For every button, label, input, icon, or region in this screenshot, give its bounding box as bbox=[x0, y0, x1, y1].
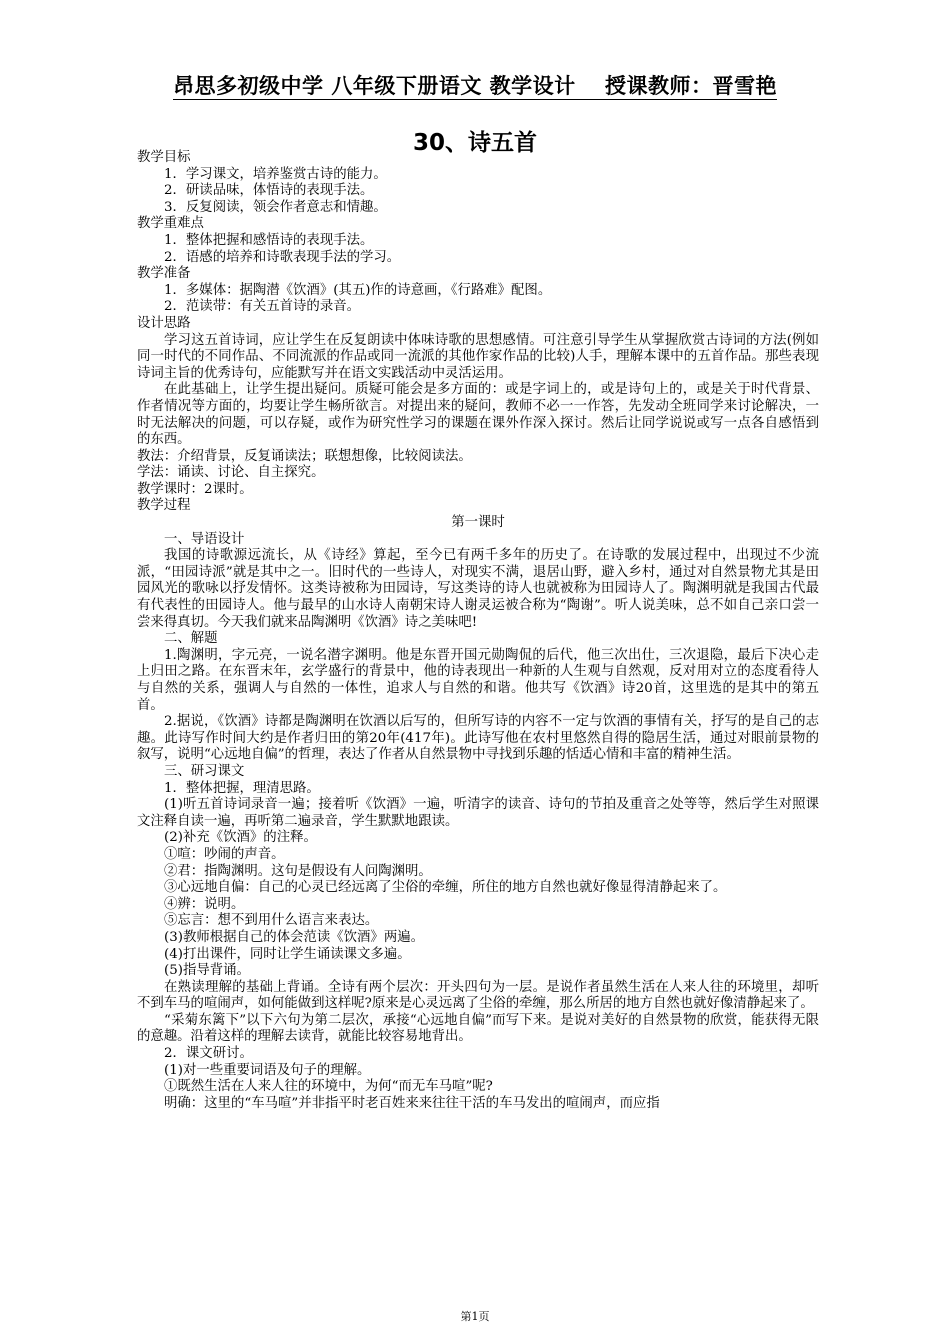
paragraph: (2)补充《饮酒》的注释。 bbox=[164, 830, 317, 846]
paragraph: (1)对一些重要词语及句子的理解。 bbox=[164, 1062, 371, 1078]
paragraph: 1．学习课文，培养鉴赏古诗的能力。 bbox=[164, 166, 387, 182]
paragraph: 1．整体把握，理清思路。 bbox=[164, 780, 320, 796]
page-number: 第1页 bbox=[460, 1310, 490, 1323]
paragraph: 1.陶渊明，字元亮，一说名潜字渊明。他是东晋开国元勋陶侃的后代，他三次出仕，三次退隐，最后下决心走上归田之路。在东晋末年，玄学盛行的背景中，他的诗表现出一种新的人生观与自然观，反对用对立的态度看待人与自然的关系，强调人与自然的一体性，追求人与自然的和谐。他共写《饮酒》诗20首，这里选的是其中的第五首。 bbox=[137, 647, 819, 713]
paragraph: 在此基础上，让学生提出疑问。质疑可能会是多方面的：或是字词上的，或是诗句上的，或是关于时代背景、作者情况等方面的，均要让学生畅所欲言。对提出来的疑问，教师不必一一作答，先发动全班同学来讨论解决，一时无法解决的问题，可以存疑，或作为研究性学习的课题在课外作深入探讨。然后让同学说说或写一点各自感悟到的东西。 bbox=[137, 382, 819, 448]
paragraph: 2.据说，《饮酒》诗都是陶渊明在饮酒以后写的，但所写诗的内容不一定与饮酒的事情有关，抒写的是自己的志趣。此诗写作时间大约是作者归田的第20年(417年)。此诗写他在农村里悠然自得的隐居生活，通过对眼前景物的叙写，说明“心远地自偏”的哲理，表达了作者从自然景物中寻找到乐趣的恬适心情和丰富的精神生活。 bbox=[137, 714, 819, 763]
paragraph: (3)教师根据自己的体会范读《饮酒》两遍。 bbox=[164, 929, 424, 945]
paragraph: 2．课文研讨。 bbox=[164, 1046, 253, 1062]
paragraph: 我国的诗歌源远流长，从《诗经》算起，至今已有两千多年的历史了。在诗歌的发展过程中，出现过不少流派，“田园诗派”就是其中之一。旧时代的一些诗人，对现实不满，退居山野，避入乡村，通过对自然景物尤其是田园风光的歌咏以抒发情怀。这类诗被称为田园诗，写这类诗的诗人也就被称为田园诗人了。陶渊明就是我国古代最有代表性的田园诗人。他与最早的山水诗人南朝宋诗人谢灵运被合称为“陶谢”。听人说美味，总不如自己亲口尝一尝来得真切。今天我们就来品陶渊明《饮酒》诗之美味吧! bbox=[137, 548, 819, 630]
paragraph: 2．研读品味，体悟诗的表现手法。 bbox=[164, 183, 374, 199]
paragraph: 学习这五首诗词，应让学生在反复朗读中体味诗歌的思想感情。可注意引导学生从掌握欣赏古诗词的方法(例如同一时代的不同作品、不同流派的作品或同一流派的其他作家作品的比较)人手，理解本课中的五首作品。那些表现诗词主旨的优秀诗句，应能默写并在语文实践活动中灵活运用。 bbox=[137, 332, 819, 381]
paragraph: 设计思路 bbox=[137, 315, 191, 331]
paragraph: 1．整体把握和感悟诗的表现手法。 bbox=[164, 232, 374, 248]
paragraph: ①既然生活在人来人往的环境中，为何“而无车马喧”呢? bbox=[164, 1079, 493, 1095]
page-header bbox=[0, 70, 950, 100]
paragraph: 教学目标 bbox=[137, 150, 191, 165]
paragraph: ③心远地自偏：自己的心灵已经远离了尘俗的牵缠，所住的地方自然也就好像显得清静起来了。 bbox=[164, 880, 727, 896]
paragraph: “采菊东篱下”以下六句为第二层次，承接“心远地自偏”而写下来。是说对美好的自然景物的欣赏，能获得无限的意趣。沿着这样的理解去读背，就能比较容易地背出。 bbox=[137, 1012, 819, 1045]
lesson-title: 30、诗五首 bbox=[412, 130, 537, 156]
paragraph: 1．多媒体：据陶潜《饮酒》(其五)作的诗意画，《行路难》配图。 bbox=[164, 282, 552, 298]
paragraph: 二、解题 bbox=[164, 631, 218, 647]
paragraph: ⑤忘言：想不到用什么语言来表达。 bbox=[164, 913, 379, 929]
paragraph: 三、研习课文 bbox=[164, 763, 245, 779]
paragraph: 一、导语设计 bbox=[164, 531, 245, 547]
paragraph: 2．范读带：有关五首诗的录音。 bbox=[164, 299, 360, 315]
paragraph: 教学过程 bbox=[137, 498, 191, 514]
paragraph: 3．反复阅读，领会作者意志和情趣。 bbox=[164, 199, 387, 215]
paragraph: ②君：指陶渊明。这句是假设有人问陶渊明。 bbox=[164, 863, 432, 879]
paragraph: 学法：诵读、讨论、自主探究。 bbox=[137, 465, 325, 481]
document-body bbox=[137, 150, 819, 1112]
paragraph: 2．语感的培养和诗歌表现手法的学习。 bbox=[164, 249, 401, 265]
header-text: 昂思多初级中学 八年级下册语文 教学设计 授课教师：晋雪艳 bbox=[173, 74, 777, 98]
paragraph: 在熟读理解的基础上背诵。全诗有两个层次：开头四句为一层。是说作者虽然生活在人来人往的环境里，却听不到车马的喧闹声，如何能做到这样呢?原来是心灵远离了尘俗的牵缠，那么所居的地方自然也就好像清静起来了。 bbox=[137, 979, 819, 1012]
paragraph: 教学课时：2课时。 bbox=[137, 481, 253, 497]
paragraph: 教学重难点 bbox=[137, 216, 204, 232]
paragraph: (5)指导背诵。 bbox=[164, 963, 250, 979]
paragraph: 教学准备 bbox=[137, 266, 191, 282]
paragraph: ①喧：吵闹的声音。 bbox=[164, 846, 285, 862]
paragraph: 第一课时 bbox=[451, 515, 505, 531]
paragraph: ④辨：说明。 bbox=[164, 896, 245, 912]
paragraph: 明确：这里的“车马喧”并非指平时老百姓来来往往干活的车马发出的喧闹声，而应指 bbox=[164, 1095, 660, 1111]
paragraph: (1)听五首诗词录音一遍；接着听《饮酒》一遍，听清字的读音、诗句的节拍及重音之处等等，然后学生对照课文注释自读一遍，再听第二遍录音，学生默默地跟读。 bbox=[137, 797, 819, 829]
paragraph: 教法：介绍背景，反复诵读法；联想想像，比较阅读法。 bbox=[137, 448, 472, 464]
paragraph: (4)打出课件，同时让学生诵读课文多遍。 bbox=[164, 946, 411, 962]
